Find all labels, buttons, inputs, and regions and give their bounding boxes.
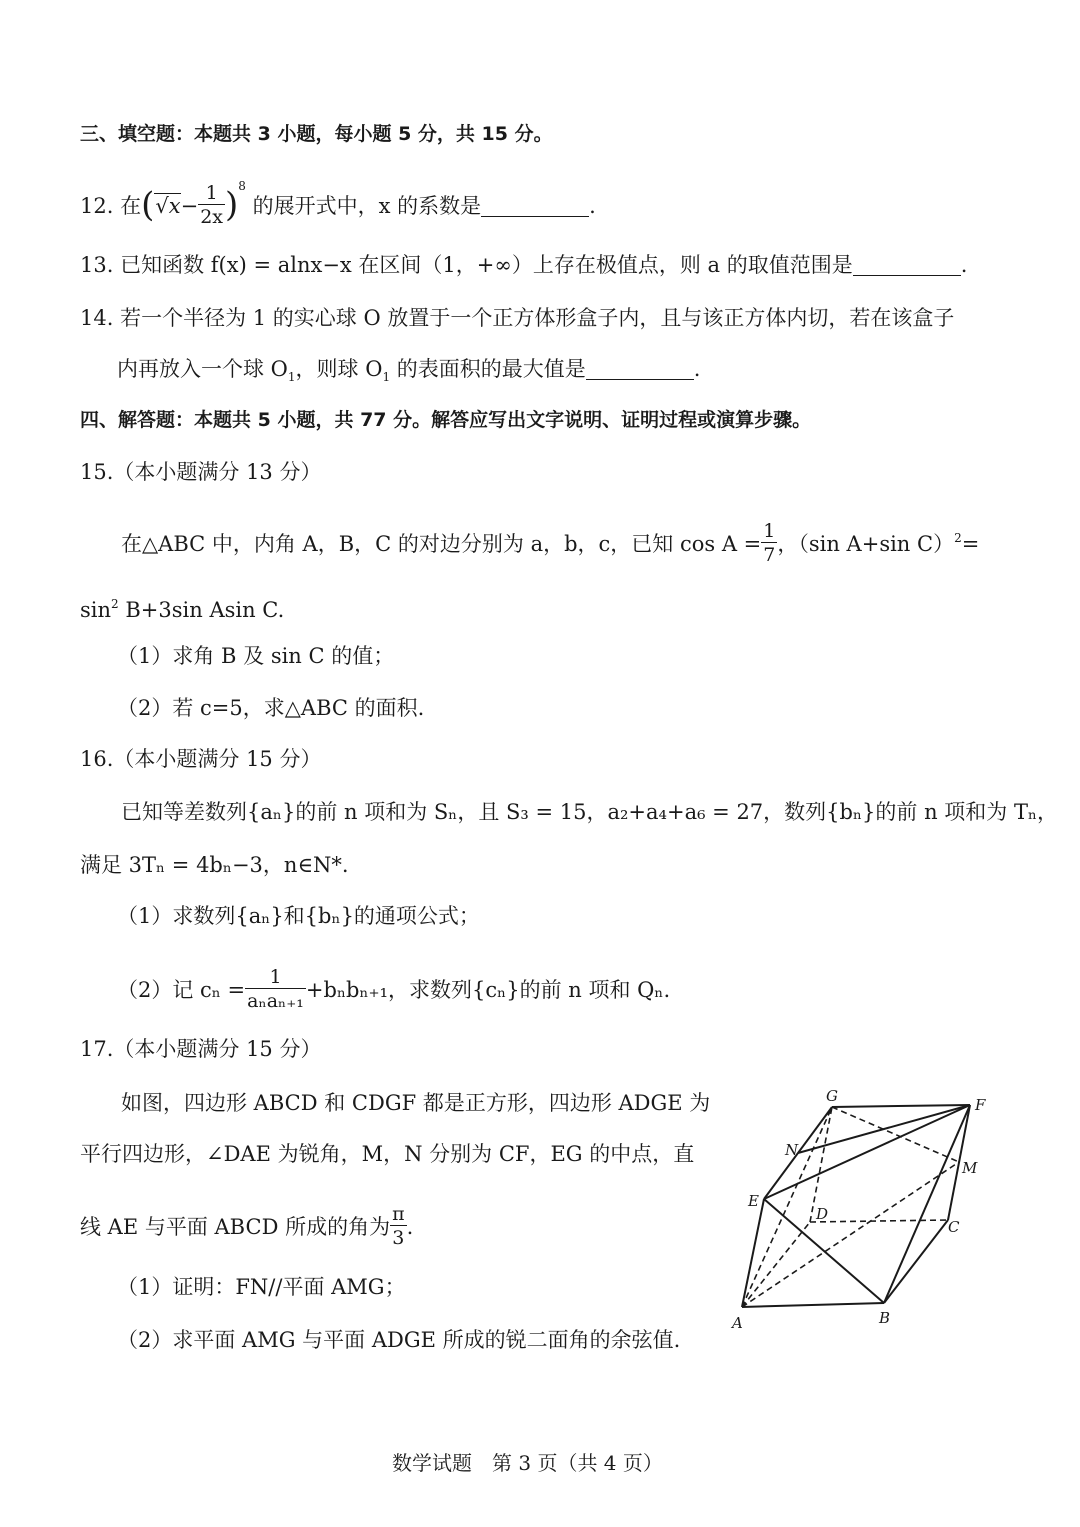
label-G: G — [826, 1087, 838, 1105]
label-C: C — [948, 1218, 960, 1236]
label-M: M — [962, 1159, 978, 1177]
question-14-line2: 内再放入一个球 $O_1$，则球 $O_1$ 的表面积的最大值是 . — [117, 357, 701, 384]
fraction: $\frac{1}{\text{aₙaₙ₊₁}}$ — [247, 966, 304, 1012]
question-text: 的展开式中，x 的系数是 — [252, 194, 482, 218]
question-text: 已知函数 f(x) = alnx−x 在区间（1，+∞）上存在极值点，则 a 的取值范围是 — [120, 253, 853, 277]
question-text-line1: 若一个半径为 1 的实心球 O 放置于一个正方体形盒子内，且与该正方体内切，若在该盒子 — [120, 306, 955, 330]
label-B: B — [879, 1309, 891, 1327]
question-15-part2: （2）若 c=5，求△ABC 的面积. — [117, 696, 425, 720]
question-text-pre: 在 — [120, 194, 142, 218]
question-15-part1: （1）求角 B 及 sin C 的值； — [117, 644, 395, 668]
geometry-figure — [722, 1085, 1052, 1345]
answer-blank[interactable] — [481, 194, 589, 217]
fraction: $\frac{1}{2x}$ — [200, 182, 224, 228]
question-17-header: 17.（本小题满分 15 分） — [80, 1037, 322, 1061]
question-17-part1: （1）证明：FN//平面 AMG； — [117, 1275, 406, 1299]
question-number: 13. — [80, 253, 114, 277]
answer-blank[interactable] — [853, 253, 961, 276]
segment-GM — [832, 1107, 959, 1162]
question-16-line2: 满足 3Tₙ = 4bₙ−3，n∈N*. — [80, 853, 349, 877]
question-14 — [80, 303, 954, 333]
edge-AE — [742, 1199, 764, 1307]
label-A: A — [732, 1314, 743, 1332]
label-N: N — [785, 1141, 799, 1159]
edge-BC — [884, 1220, 948, 1303]
label-D: D — [816, 1205, 829, 1223]
question-number: 12. — [80, 194, 114, 218]
label-F: F — [975, 1096, 986, 1114]
question-16-line1: 已知等差数列{aₙ}的前 n 项和为 Sₙ，且 S₃ = 15，a₂+a₄+a₆ = 27，数列{bₙ}的前 n 项和为 Tₙ， — [121, 800, 1059, 824]
edge-GF — [832, 1105, 970, 1107]
fraction: $\frac{1}{7}$ — [763, 520, 776, 566]
answer-blank[interactable] — [586, 357, 694, 380]
question-17-line1: 如图，四边形 ABCD 和 CDGF 都是正方形，四边形 ADGE 为 — [121, 1091, 711, 1115]
exponent: 8 — [238, 179, 246, 193]
fraction: $\frac{\pi}{3}$ — [392, 1203, 405, 1249]
section-3-heading: 三、填空题：本题共 3 小题，每小题 5 分，共 15 分。 — [80, 123, 553, 145]
page-footer: 数学试题 第 3 页（共 4 页） — [392, 1451, 663, 1475]
question-17-part2: （2）求平面 AMG 与平面 ADGE 所成的锐二面角的余弦值. — [117, 1328, 681, 1352]
label-E: E — [748, 1192, 759, 1210]
section-4-heading: 四、解答题：本题共 5 小题，共 77 分。解答应写出文字说明、证明过程或演算步骤。 — [80, 409, 812, 431]
question-15-header: 15.（本小题满分 13 分） — [80, 460, 322, 484]
edge-AB — [742, 1303, 884, 1307]
question-15-line1: 在△ABC 中，内角 A，B，C 的对边分别为 a，b，c，已知 cos A = $\frac{1}{7}$ ，（sin A+sin C）$^2$= — [121, 520, 980, 566]
question-12: 12. 在(√x− $\frac{1}{2x}$ )$^8$ 的展开式中，x 的系数是 . — [80, 179, 596, 228]
edge-AD — [742, 1222, 810, 1307]
question-16-part1: （1）求数列{aₙ}和{bₙ}的通项公式； — [117, 904, 480, 928]
question-17-line2: 平行四边形，∠DAE 为锐角，M，N 分别为 CF，EG 的中点，直 — [80, 1142, 695, 1166]
question-16-header: 16.（本小题满分 15 分） — [80, 747, 322, 771]
segment-FN — [798, 1105, 970, 1153]
question-16-part2: （2）记 cₙ = $\frac{1}{\text{aₙaₙ₊₁}}$ +bₙbₙ₊₁，求数列{cₙ}的前 n 项和 Qₙ. — [117, 966, 671, 1012]
question-15-line2: $\sin^2 B+3\sin$ Asin C. — [80, 597, 285, 622]
question-17-line3: 线 AE 与平面 ABCD 所成的角为 $\frac{\pi}{3}$ . — [80, 1203, 414, 1249]
question-number: 14. — [80, 306, 114, 330]
edge-DC — [810, 1220, 948, 1222]
question-13: 13. 已知函数 f(x) = alnx−x 在区间（1，+∞）上存在极值点，则 a 的取值范围是 . — [80, 253, 968, 277]
sqrt-x: √x — [155, 194, 181, 218]
